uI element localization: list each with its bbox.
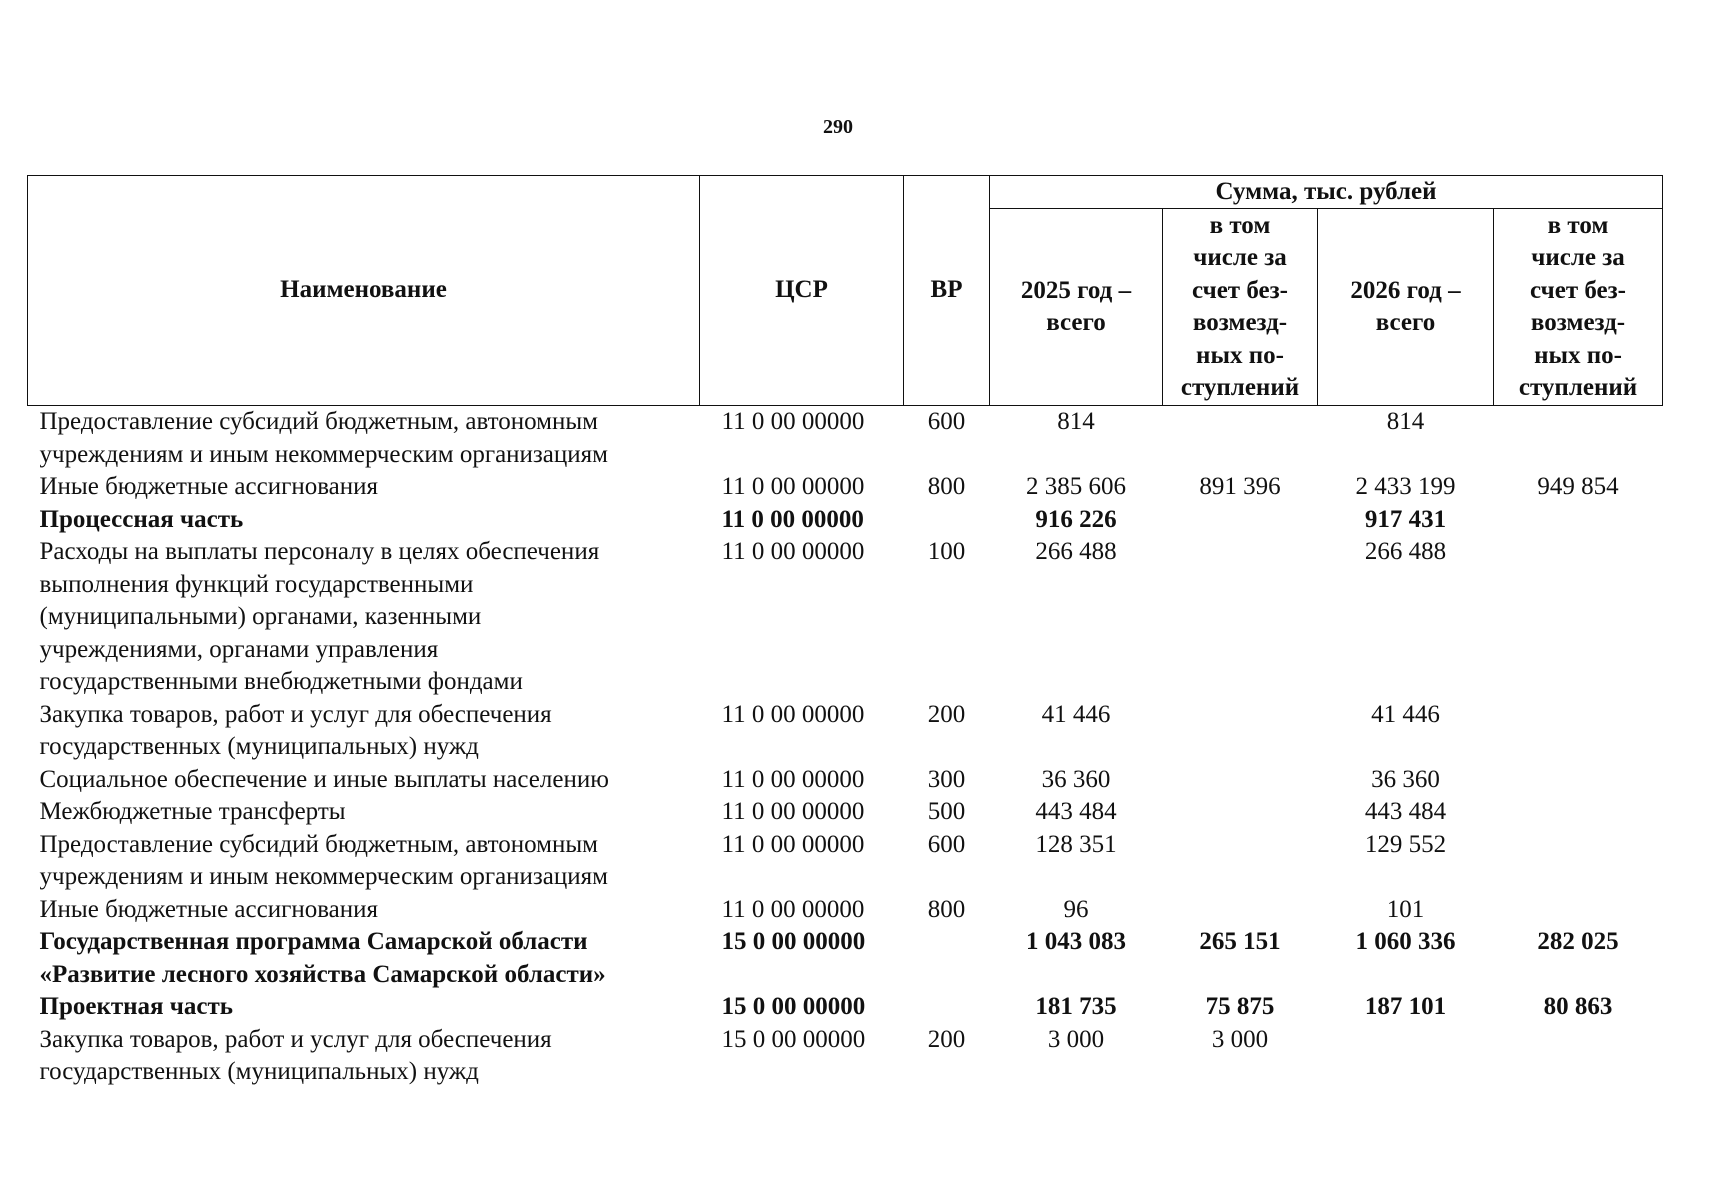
- row-2025-total: 3 000: [1047, 1025, 1105, 1053]
- row-csr: 15 0 00 00000: [721, 928, 866, 955]
- row-2026-total: 814: [1386, 408, 1425, 435]
- row-2025-total: 36 360: [1041, 765, 1111, 793]
- row-csr: 11 0 00 00000: [721, 538, 865, 565]
- text-line: ных по-: [1534, 341, 1622, 369]
- row-2025-gratuitous: [1163, 829, 1318, 894]
- table-row: [28, 991, 1663, 1024]
- table-row: [28, 926, 1663, 991]
- text-line: учреждениям и иным некоммерческим организациям: [39, 863, 608, 890]
- header-sum: Сумма, тыс. рублей: [990, 176, 1663, 209]
- row-vr: 800: [927, 473, 966, 500]
- row-2025-total: 916 226: [1035, 505, 1117, 533]
- text-line: государственными внебюджетными фондами: [39, 668, 523, 695]
- row-2025-gratuitous: 265 151: [1199, 928, 1281, 955]
- page-number: 290: [823, 116, 853, 138]
- table-row: [28, 1024, 1663, 1089]
- text-line: счет без-: [1530, 276, 1626, 304]
- row-2025-total: 41 446: [1041, 700, 1111, 728]
- row-name: [28, 894, 700, 927]
- row-2025-total: 443 484: [1035, 798, 1117, 825]
- text-line: государственных (муниципальных) нужд: [39, 1058, 479, 1085]
- row-csr: 11 0 00 00000: [721, 765, 865, 793]
- row-2025-total: 128 351: [1035, 830, 1117, 858]
- row-2025-gratuitous: 3 000: [1211, 1025, 1269, 1053]
- row-vr: 100: [927, 538, 966, 565]
- row-name: [28, 991, 700, 1024]
- row-2026-gratuitous: [1494, 1024, 1663, 1089]
- row-name: [28, 406, 700, 472]
- text-line: (муниципальными) органами, казенными: [39, 603, 482, 630]
- budget-table: [27, 175, 1663, 1089]
- text-line: Государственная программа Самарской области: [39, 928, 588, 955]
- text-line: счет без-: [1192, 276, 1288, 304]
- header-2026-gratuitous: [1494, 209, 1663, 406]
- text-line: Закупка товаров, работ и услуг для обеспечения: [39, 1025, 552, 1053]
- text-line: Иные бюджетные ассигнования: [39, 895, 379, 923]
- row-csr: 15 0 00 00000: [721, 1025, 866, 1053]
- row-2026-gratuitous: [1494, 699, 1663, 764]
- text-line: учреждениям и иным некоммерческим организациям: [39, 440, 608, 468]
- row-csr: 11 0 00 00000: [721, 408, 865, 435]
- row-vr: [904, 926, 990, 991]
- text-line: всего: [1375, 309, 1436, 336]
- header-vr: ВР: [904, 176, 990, 406]
- row-csr: 11 0 00 00000: [721, 798, 865, 825]
- header-csr: ЦСР: [700, 176, 904, 406]
- row-vr: 300: [927, 765, 966, 793]
- row-2026-gratuitous: [1494, 796, 1663, 829]
- text-line: «Развитие лесного хозяйства Самарской области»: [39, 960, 606, 988]
- row-2025-gratuitous: [1163, 894, 1318, 927]
- row-2026-total: 41 446: [1371, 700, 1440, 728]
- header-2025-gratuitous: [1163, 209, 1318, 406]
- text-line: Закупка товаров, работ и услуг для обеспечения: [39, 700, 552, 728]
- text-line: Проектная часть: [39, 993, 234, 1020]
- row-2026-total: 129 552: [1364, 830, 1447, 858]
- table-header: [28, 176, 1663, 406]
- header-name: Наименование: [28, 176, 700, 406]
- row-2026-total: 443 484: [1364, 798, 1447, 825]
- text-line: учреждениями, органами управления: [39, 635, 439, 663]
- row-2026-gratuitous: [1494, 829, 1663, 894]
- table-row: [28, 504, 1663, 537]
- table-row: [28, 894, 1663, 927]
- table-row: [28, 829, 1663, 894]
- row-2026-gratuitous: [1494, 536, 1663, 699]
- row-2025-total: 1 043 083: [1026, 928, 1126, 955]
- text-line: Предоставление субсидий бюджетным, автономным: [39, 830, 598, 858]
- row-name: [28, 699, 700, 764]
- row-2026-total: 36 360: [1371, 765, 1440, 793]
- row-2026-gratuitous: [1494, 504, 1663, 537]
- row-name: [28, 796, 700, 829]
- row-name: [28, 764, 700, 797]
- row-2026-total: [1318, 1024, 1494, 1089]
- row-2026-total: 2 433 199: [1355, 473, 1456, 500]
- row-csr: 11 0 00 00000: [721, 473, 865, 500]
- row-vr: [904, 991, 990, 1024]
- text-line: Расходы на выплаты персоналу в целях обеспечения: [39, 538, 600, 565]
- table-row: [28, 406, 1663, 472]
- text-line: Социальное обеспечение и иные выплаты населению: [39, 765, 609, 793]
- text-line: Иные бюджетные ассигнования: [39, 473, 379, 500]
- row-vr: [904, 504, 990, 537]
- text-line: 2026 год –: [1350, 276, 1461, 304]
- row-name: [28, 1024, 700, 1089]
- table-row: [28, 796, 1663, 829]
- table-body: [28, 406, 1663, 1089]
- row-name: [28, 829, 700, 894]
- row-2026-total: 266 488: [1364, 538, 1447, 565]
- row-2025-gratuitous: [1163, 406, 1318, 472]
- row-2025-gratuitous: [1163, 699, 1318, 764]
- table-row: [28, 764, 1663, 797]
- table-row: [28, 536, 1663, 699]
- row-2025-total: 2 385 606: [1026, 473, 1126, 500]
- row-2025-gratuitous: [1163, 796, 1318, 829]
- row-2026-gratuitous: 949 854: [1537, 473, 1619, 500]
- row-csr: 11 0 00 00000: [721, 830, 865, 858]
- row-2025-gratuitous: 75 875: [1205, 993, 1275, 1020]
- text-line: возмезд-: [1530, 309, 1626, 336]
- row-vr: 600: [927, 830, 966, 858]
- row-2026-gratuitous: [1494, 894, 1663, 927]
- text-line: в том: [1547, 211, 1609, 239]
- row-2026-gratuitous: 282 025: [1537, 928, 1619, 955]
- row-2026-total: 1 060 336: [1355, 928, 1456, 955]
- row-csr: 15 0 00 00000: [721, 993, 866, 1020]
- row-2025-total: 814: [1057, 408, 1095, 435]
- row-2025-gratuitous: [1163, 764, 1318, 797]
- row-vr: 600: [927, 408, 966, 435]
- row-2025-gratuitous: [1163, 536, 1318, 699]
- text-line: ступлений: [1518, 374, 1638, 401]
- text-line: Межбюджетные трансферты: [39, 798, 346, 825]
- row-2026-total: 101: [1386, 895, 1425, 923]
- table-row: [28, 471, 1663, 504]
- text-line: Процессная часть: [39, 505, 244, 533]
- row-name: [28, 471, 700, 504]
- row-2026-gratuitous: [1494, 764, 1663, 797]
- text-line: государственных (муниципальных) нужд: [39, 733, 479, 760]
- text-line: ных по-: [1196, 341, 1284, 369]
- row-2025-total: 181 735: [1035, 993, 1117, 1020]
- text-line: числе за: [1193, 244, 1287, 271]
- row-csr: 11 0 00 00000: [721, 700, 865, 728]
- row-2025-total: 96: [1063, 895, 1089, 923]
- text-line: ступлений: [1180, 374, 1300, 401]
- row-vr: 200: [927, 1025, 966, 1053]
- row-csr: 11 0 00 00000: [721, 895, 865, 923]
- row-vr: 200: [927, 700, 966, 728]
- row-vr: 500: [927, 798, 966, 825]
- text-line: 2025 год –: [1020, 276, 1132, 304]
- row-2026-total: 917 431: [1364, 505, 1447, 533]
- text-line: всего: [1046, 309, 1106, 336]
- row-name: [28, 504, 700, 537]
- text-line: в том: [1209, 211, 1271, 239]
- row-2025-total: 266 488: [1035, 538, 1117, 565]
- row-2026-total: 187 101: [1364, 993, 1447, 1020]
- text-line: числе за: [1531, 244, 1625, 271]
- text-line: выполнения функций государственными: [39, 570, 474, 598]
- text-line: Предоставление субсидий бюджетным, автономным: [39, 408, 598, 435]
- row-vr: 800: [927, 895, 966, 923]
- row-2026-gratuitous: 80 863: [1543, 993, 1613, 1020]
- text-line: возмезд-: [1192, 309, 1288, 336]
- header-2026-total: [1318, 209, 1494, 406]
- row-csr: 11 0 00 00000: [721, 505, 864, 533]
- row-name: [28, 536, 700, 699]
- row-2026-gratuitous: [1494, 406, 1663, 472]
- row-2025-gratuitous: 891 396: [1199, 473, 1281, 500]
- table-row: [28, 699, 1663, 764]
- header-2025-total: [990, 209, 1163, 406]
- row-name: [28, 926, 700, 991]
- row-2025-gratuitous: [1163, 504, 1318, 537]
